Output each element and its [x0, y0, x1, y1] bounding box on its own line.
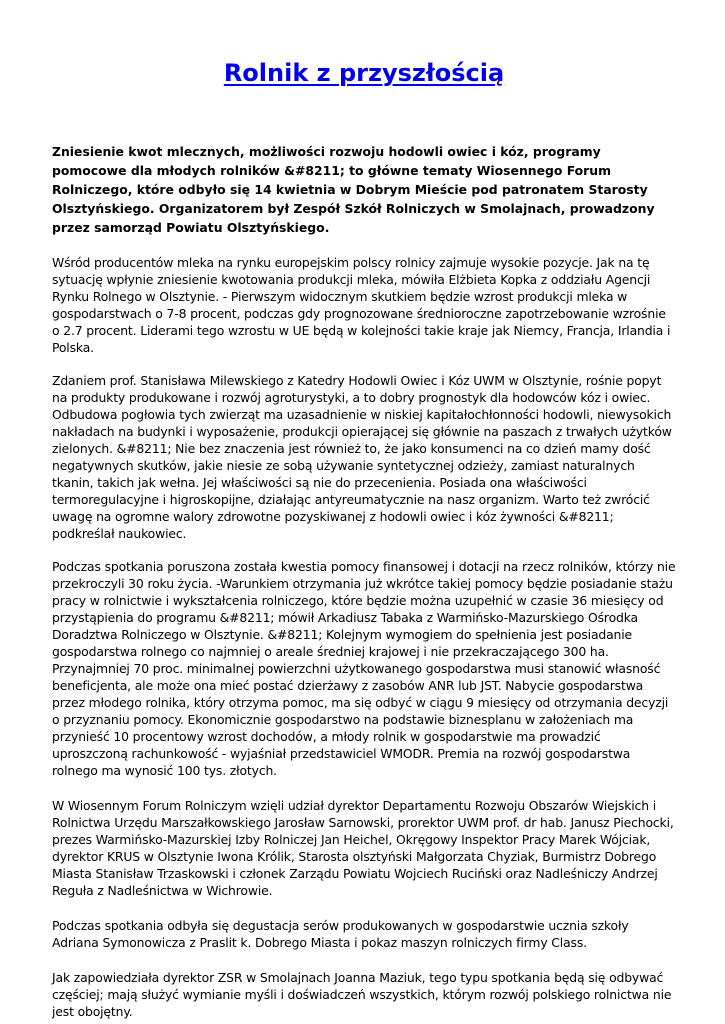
article-paragraph-4: W Wiosennym Forum Rolniczym wzięli udział dyrektor Departamentu Rozwoju Obszarów Wiejskich i Rolnictwa Urzędu Marszałkowskiego Jarosław Sarnowski, prorektor UWM prof. dr hab. Janusz Piechocki, prezes Warmińsko-Mazurskiej Izby Rolniczej Jan Heichel, Okręgowy Inspektor Pracy Marek Wójciak, dyrektor KRUS w Olsztynie Iwona Królik, Starosta olsztyński Małgorzata Chyziak, Burmistrz Dobrego Miasta Stanisław Trzaskowski i członek Zarządu Powiatu Wojciech Ruciński oraz Nadleśniczy Andrzej Reguła z Nadleśnictwa w Wichrowie. — [52, 798, 674, 898]
article-paragraph-5: Podczas spotkania odbyła się degustacja serów produkowanych w gospodarstwie ucznia szkoły Adriana Symonowicza z Praslit k. Dobrego Miasta i pokaz maszyn rolniczych firmy Class. — [52, 918, 629, 950]
article-paragraph-6: Jak zapowiedziała dyrektor ZSR w Smolajnach Joanna Maziuk, tego typu spotkania będą się odbywać częściej; mają służyć wymianie myśli i doświadczeń wszystkich, którym rozwój polskiego rolnictwa nie jest obojętny. — [52, 970, 672, 1019]
article-paragraph-3: Podczas spotkania poruszona została kwestia pomocy finansowej i dotacji na rzecz rolników, którzy nie przekroczyli 30 roku życia. -Warunkiem otrzymania już wkrótce takiej pomocy będzie posiadanie stażu pracy w rolnictwie i wykształcenia rolniczego, które będzie można uzupełnić w czasie 36 miesięcy od przystąpienia do programu &#8211; mówił Arkadiusz Tabaka z Warmińsko-Mazurskiego Ośrodka Doradztwa Rolniczego w Olsztynie. &#8211; Kolejnym wymogiem do spełnienia jest posiadanie gospodarstwa rolnego co najmniej o areale średniej krajowej i nie przekraczającego 300 ha. Przynajmniej 70 proc. minimalnej powierzchni użytkowanego gospodarstwa musi stanowić własność beneficjenta, ale może ona mieć postać dzierżawy z zasobów ANR lub JST. Nabycie gospodarstwa przez młodego rolnika, który otrzyma pomoc, ma się odbyć w ciągu 9 miesięcy od otrzymania decyzji o przyznaniu pomocy. Ekonomicznie gospodarstwo na podstawie biznesplanu w założeniach ma przynieść 10 procentowy wzrost dochodów, a młody rolnik w gospodarstwie ma prowadzić uproszczoną rachunkowość - wyjaśniał przedstawiciel WMODR. Premia na rozwój gospodarstwa rolnego ma wynosić 100 tys. złotych. — [52, 559, 676, 778]
article-paragraph-2: Zdaniem prof. Stanisława Milewskiego z Katedry Hodowli Owiec i Kóz UWM w Olsztynie, rośnie popyt na produkty produkowane i rozwój agroturystyki, a to dobry prognostyk dla hodowców kóz i owiec. Odbudowa pogłowia tych zwierząt ma uzasadnienie w niskiej kapitałochłonności hodowli, niewysokich nakładach na budynki i wyposażenie, produkcji opierającej się głównie na paszach z trwałych użytków zielonych. &#8211; Nie bez znaczenia jest również to, że jako konsumenci na co dzień mamy dość negatywnych skutków, jakie niesie ze sobą używanie syntetycznej odzieży, zamiast naturalnych tkanin, takich jak wełna. Jej właściwości są nie do przecenienia. Posiada ona właściwości termoregulacyjne i higroskopijne, działając antyreumatycznie na nasz organizm. Warto też zwrócić uwagę na ogromne walory zdrowotne pozyskiwanej z hodowli owiec i kóz żywności &#8211; podkreślał naukowiec. — [52, 373, 672, 541]
article-paragraph-1: Wśród producentów mleka na rynku europejskim polscy rolnicy zajmuje wysokie pozycje. Jak na tę sytuację wpłynie zniesienie kwotowania produkcji mleka, mówiła Elżbieta Kopka z oddziału Agencji Rynku Rolnego w Olsztynie. - Pierwszym widocznym skutkiem będzie wzrost produkcji mleka w gospodarstwach o 7-8 procent, podczas gdy prognozowane średnioroczne zapotrzebowanie wzrośnie o 2.7 procent. Liderami tego wzrostu w UE będą w kolejności takie kraje jak Niemcy, Francja, Irlandia i Polska. — [52, 255, 671, 355]
article-lead: Zniesienie kwot mlecznych, możliwości rozwoju hodowli owiec i kóz, programy pomocowe dla młodych rolników &#8211; to główne tematy Wiosennego Forum Rolniczego, które odbyło się 14 kwietnia w Dobrym Mieście pod patronatem Starosty Olsztyńskiego. Organizatorem był Zespół Szkół Rolniczych w Smolajnach, prowadzony przez samorząd Powiatu Olsztyńskiego. — [52, 144, 655, 235]
article-title — [52, 55, 676, 91]
article — [52, 0, 676, 1020]
article-title-link[interactable]: Rolnik z przyszłością — [223, 59, 505, 87]
